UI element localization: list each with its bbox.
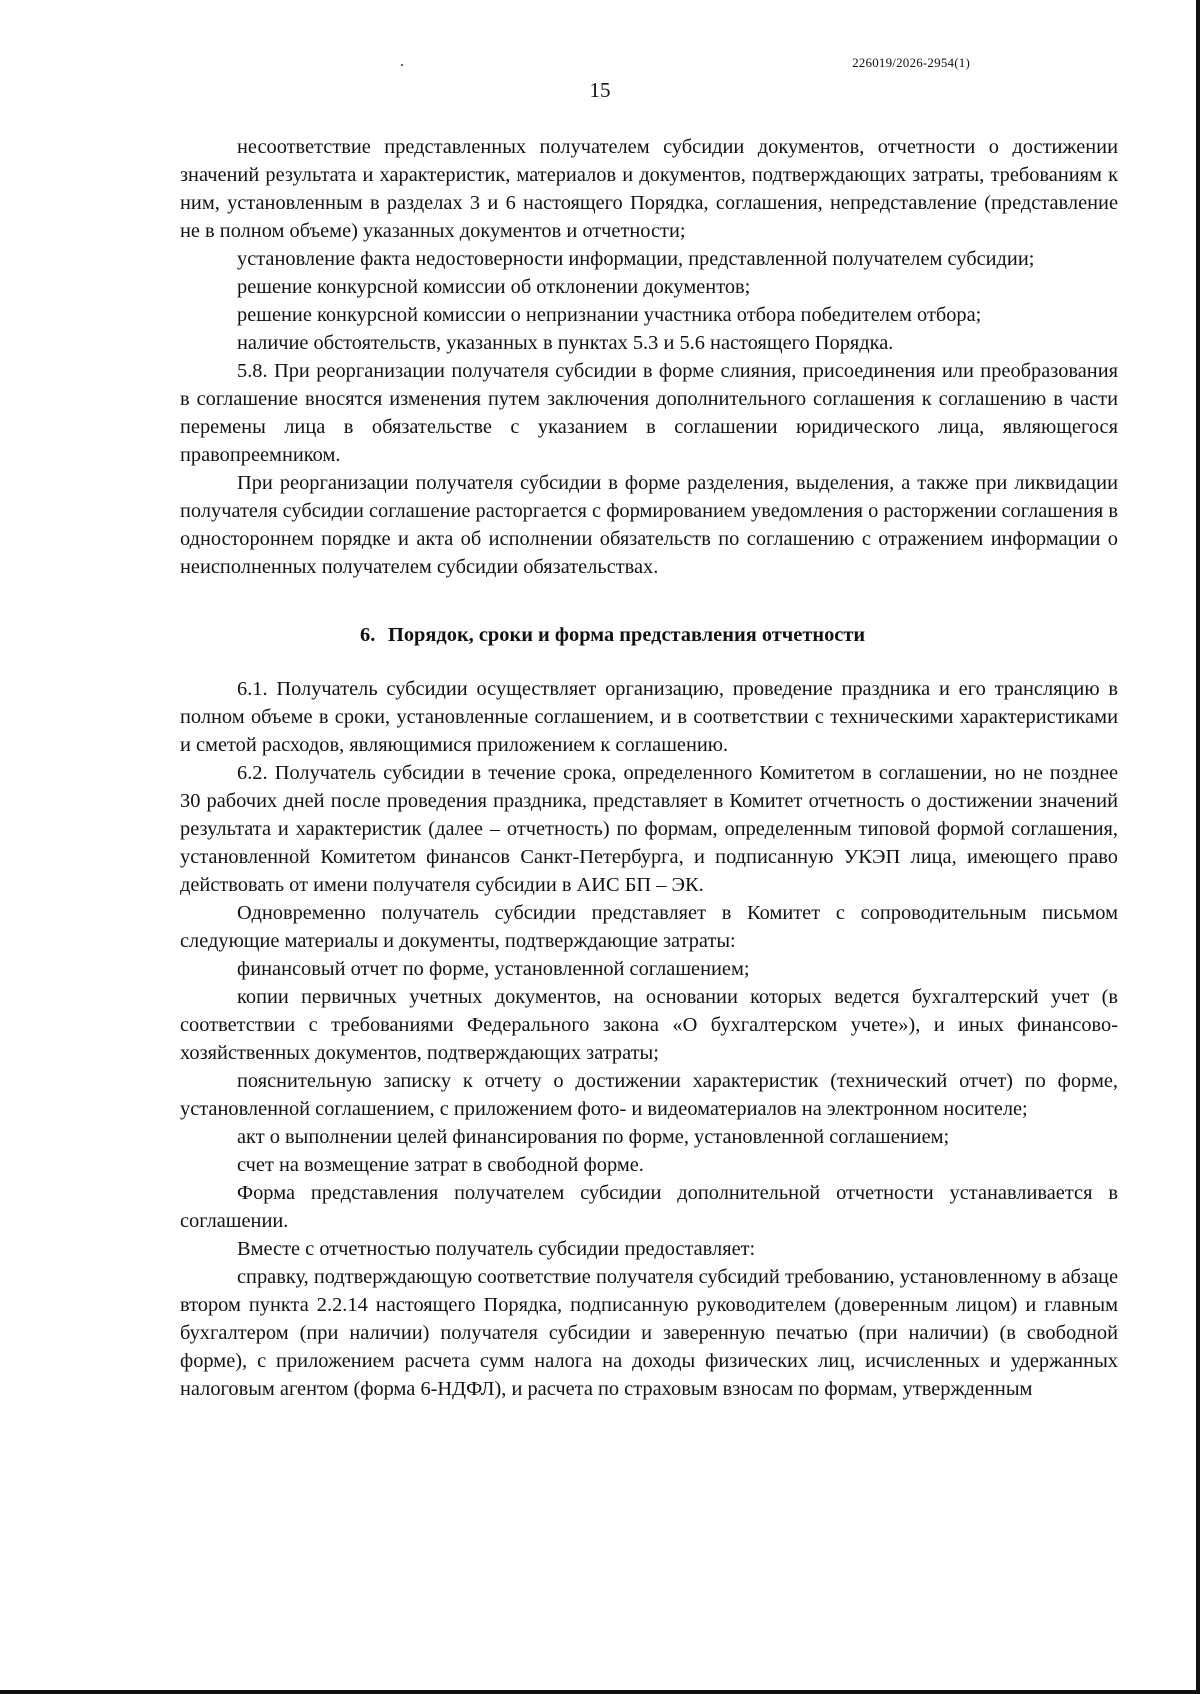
page-number: 15: [589, 78, 611, 102]
scan-edge-bottom: [0, 1690, 1200, 1694]
scan-speck: [401, 64, 403, 66]
section-title: Порядок, сроки и форма представления отчетности: [388, 624, 866, 646]
paragraph: финансовый отчет по форме, установленной соглашением;: [237, 958, 750, 980]
section-heading: [180, 621, 1118, 649]
section-number: 6.: [360, 624, 376, 646]
paragraph: 6.1. Получатель субсидии осуществляет организацию, проведение праздника и его трансляцию в полном объеме в сроки, установленные соглашением, и в соответствии с техническими характеристиками и сметой расходов, являющимися приложением к соглашению.: [180, 678, 1118, 756]
paragraph: При реорганизации получателя субсидии в форме разделения, выделения, а также при ликвидации получателя субсидии соглашение расторгается с формированием уведомления о расторжении соглашения в одностороннем порядке и акта об исполнении обязательств по соглашению с отражением информации о неисполненных получателем субсидии обязательствах.: [180, 472, 1118, 578]
paragraph: пояснительную записку к отчету о достижении характеристик (технический отчет) по форме, установленной соглашением, с приложением фото- и видеоматериалов на электронном носителе;: [180, 1070, 1118, 1120]
paragraph: 5.8. При реорганизации получателя субсидии в форме слияния, присоединения или преобразования в соглашение вносятся изменения путем заключения дополнительного соглашения к соглашению в части перемены лица в обязательстве с указанием в соглашении юридического лица, являющегося правопреемником.: [180, 360, 1118, 466]
paragraph: Форма представления получателем субсидии дополнительной отчетности устанавливается в соглашении.: [180, 1182, 1118, 1232]
scan-edge-right: [1196, 0, 1200, 1694]
paragraph: Одновременно получатель субсидии представляет в Комитет с сопроводительным письмом следующие материалы и документы, подтверждающие затраты:: [180, 902, 1118, 952]
document-id: 226019/2026-2954(1): [852, 55, 970, 70]
paragraph: наличие обстоятельств, указанных в пунктах 5.3 и 5.6 настоящего Порядка.: [237, 332, 894, 354]
paragraph: акт о выполнении целей финансирования по форме, установленной соглашением;: [237, 1126, 950, 1148]
paragraph: решение конкурсной комиссии о непризнании участника отбора победителем отбора;: [237, 304, 982, 326]
paragraph: несоответствие представленных получателем субсидии документов, отчетности о достижении значений результата и характеристик, материалов и документов, подтверждающих затраты, требованиям к ним, установленным в разделах 3 и 6 настоящего Порядка, соглашения, непредставление (представление не в полном объеме) указанных документов и отчетности;: [180, 136, 1118, 242]
document-body: [180, 133, 1118, 1403]
paragraph: счет на возмещение затрат в свободной форме.: [237, 1154, 644, 1176]
paragraph: справку, подтверждающую соответствие получателя субсидий требованию, установленному в абзаце втором пункта 2.2.14 настоящего Порядка, подписанную руководителем (доверенным лицом) и главным бухгалтером (при наличии) получателя субсидии и заверенную печатью (при наличии) (в свободной форме), с приложением расчета сумм налога на доходы физических лиц, исчисленных и удержанных налоговым агентом (форма 6-НДФЛ), и расчета по страховым взносам по формам, утвержденным: [180, 1266, 1118, 1400]
paragraph: 6.2. Получатель субсидии в течение срока, определенного Комитетом в соглашении, но не позднее 30 рабочих дней после проведения праздника, представляет в Комитет отчетность о достижении значений результата и характеристик (далее – отчетность) по формам, определенным типовой формой соглашения, установленной Комитетом финансов Санкт-Петербурга, и подписанную УКЭП лица, имеющего право действовать от имени получателя субсидии в АИС БП – ЭК.: [180, 762, 1118, 896]
paragraph: Вместе с отчетностью получатель субсидии предоставляет:: [237, 1238, 756, 1260]
paragraph: установление факта недостоверности информации, представленной получателем субсидии;: [237, 248, 1035, 270]
paragraph: копии первичных учетных документов, на основании которых ведется бухгалтерский учет (в соответствии с требованиями Федерального закона «О бухгалтерском учете»), и иных финансово-хозяйственных документов, подтверждающих затраты;: [180, 986, 1118, 1064]
paragraph: решение конкурсной комиссии об отклонении документов;: [237, 276, 751, 298]
